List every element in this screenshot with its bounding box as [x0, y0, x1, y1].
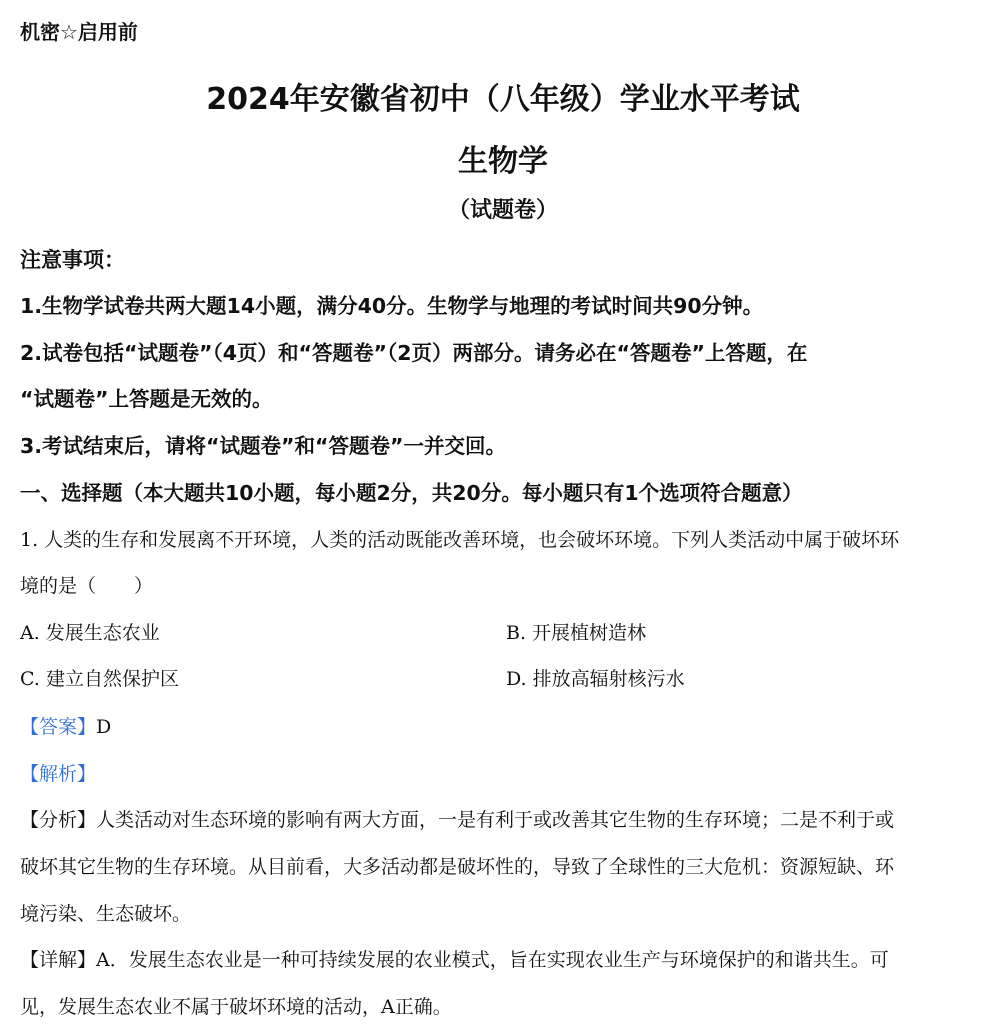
- detail-line-2: 见，发展生态农业不属于破坏环境的活动，A正确。: [20, 996, 452, 1018]
- note-item-3: 3.考试结束后，请将“试题卷”和“答题卷”一并交回。: [20, 434, 506, 458]
- note-item-1: 1.生物学试卷共两大题14小题，满分40分。生物学与地理的考试时间共90分钟。: [20, 294, 764, 318]
- confidential-label: 机密☆启用前: [20, 20, 138, 44]
- option-c: C. 建立自然保护区: [20, 668, 179, 690]
- analysis-line-2: 破坏其它生物的生存环境。从目前看，大多活动都是破坏性的，导致了全球性的三大危机：资源短缺、环: [20, 856, 895, 878]
- section-heading: 一、选择题（本大题共10小题，每小题2分，共20分。每小题只有1个选项符合题意）: [20, 481, 803, 505]
- subject-title: 生物学: [458, 144, 548, 179]
- analysis-tag: 【解析】: [20, 763, 97, 785]
- paper-type: （试题卷）: [447, 198, 558, 223]
- option-d: D. 排放高辐射核污水: [506, 668, 685, 690]
- note-item-2: 2.试卷包括“试题卷”（4页）和“答题卷”（2页）两部分。请务必在“答题卷”上答题，在: [20, 341, 808, 365]
- option-b: B. 开展植树造林: [506, 622, 647, 644]
- question-stem-line-2: 境的是（ ）: [20, 575, 154, 597]
- notes-heading: 注意事项：: [20, 248, 125, 272]
- exam-title: 2024年安徽省初中（八年级）学业水平考试: [206, 82, 800, 117]
- answer-line: [20, 712, 111, 739]
- detail-line-1: 【详解】A．发展生态农业是一种可持续发展的农业模式，旨在实现农业生产与环境保护的和谐共生。可: [20, 949, 889, 971]
- answer-tag: 【答案】: [20, 716, 97, 738]
- option-a: A. 发展生态农业: [20, 622, 160, 644]
- question-stem-line-1: 1. 人类的生存和发展离不开环境，人类的活动既能改善环境，也会破坏环境。下列人类活动中属于破坏环: [20, 529, 900, 551]
- analysis-line-1: 【分析】人类活动对生态环境的影响有两大方面，一是有利于或改善其它生物的生存环境；二是不利于或: [20, 809, 895, 831]
- note-item-2-cont: “试题卷”上答题是无效的。: [20, 387, 273, 411]
- answer-value: D: [96, 716, 112, 738]
- analysis-line-3: 境污染、生态破坏。: [20, 903, 192, 925]
